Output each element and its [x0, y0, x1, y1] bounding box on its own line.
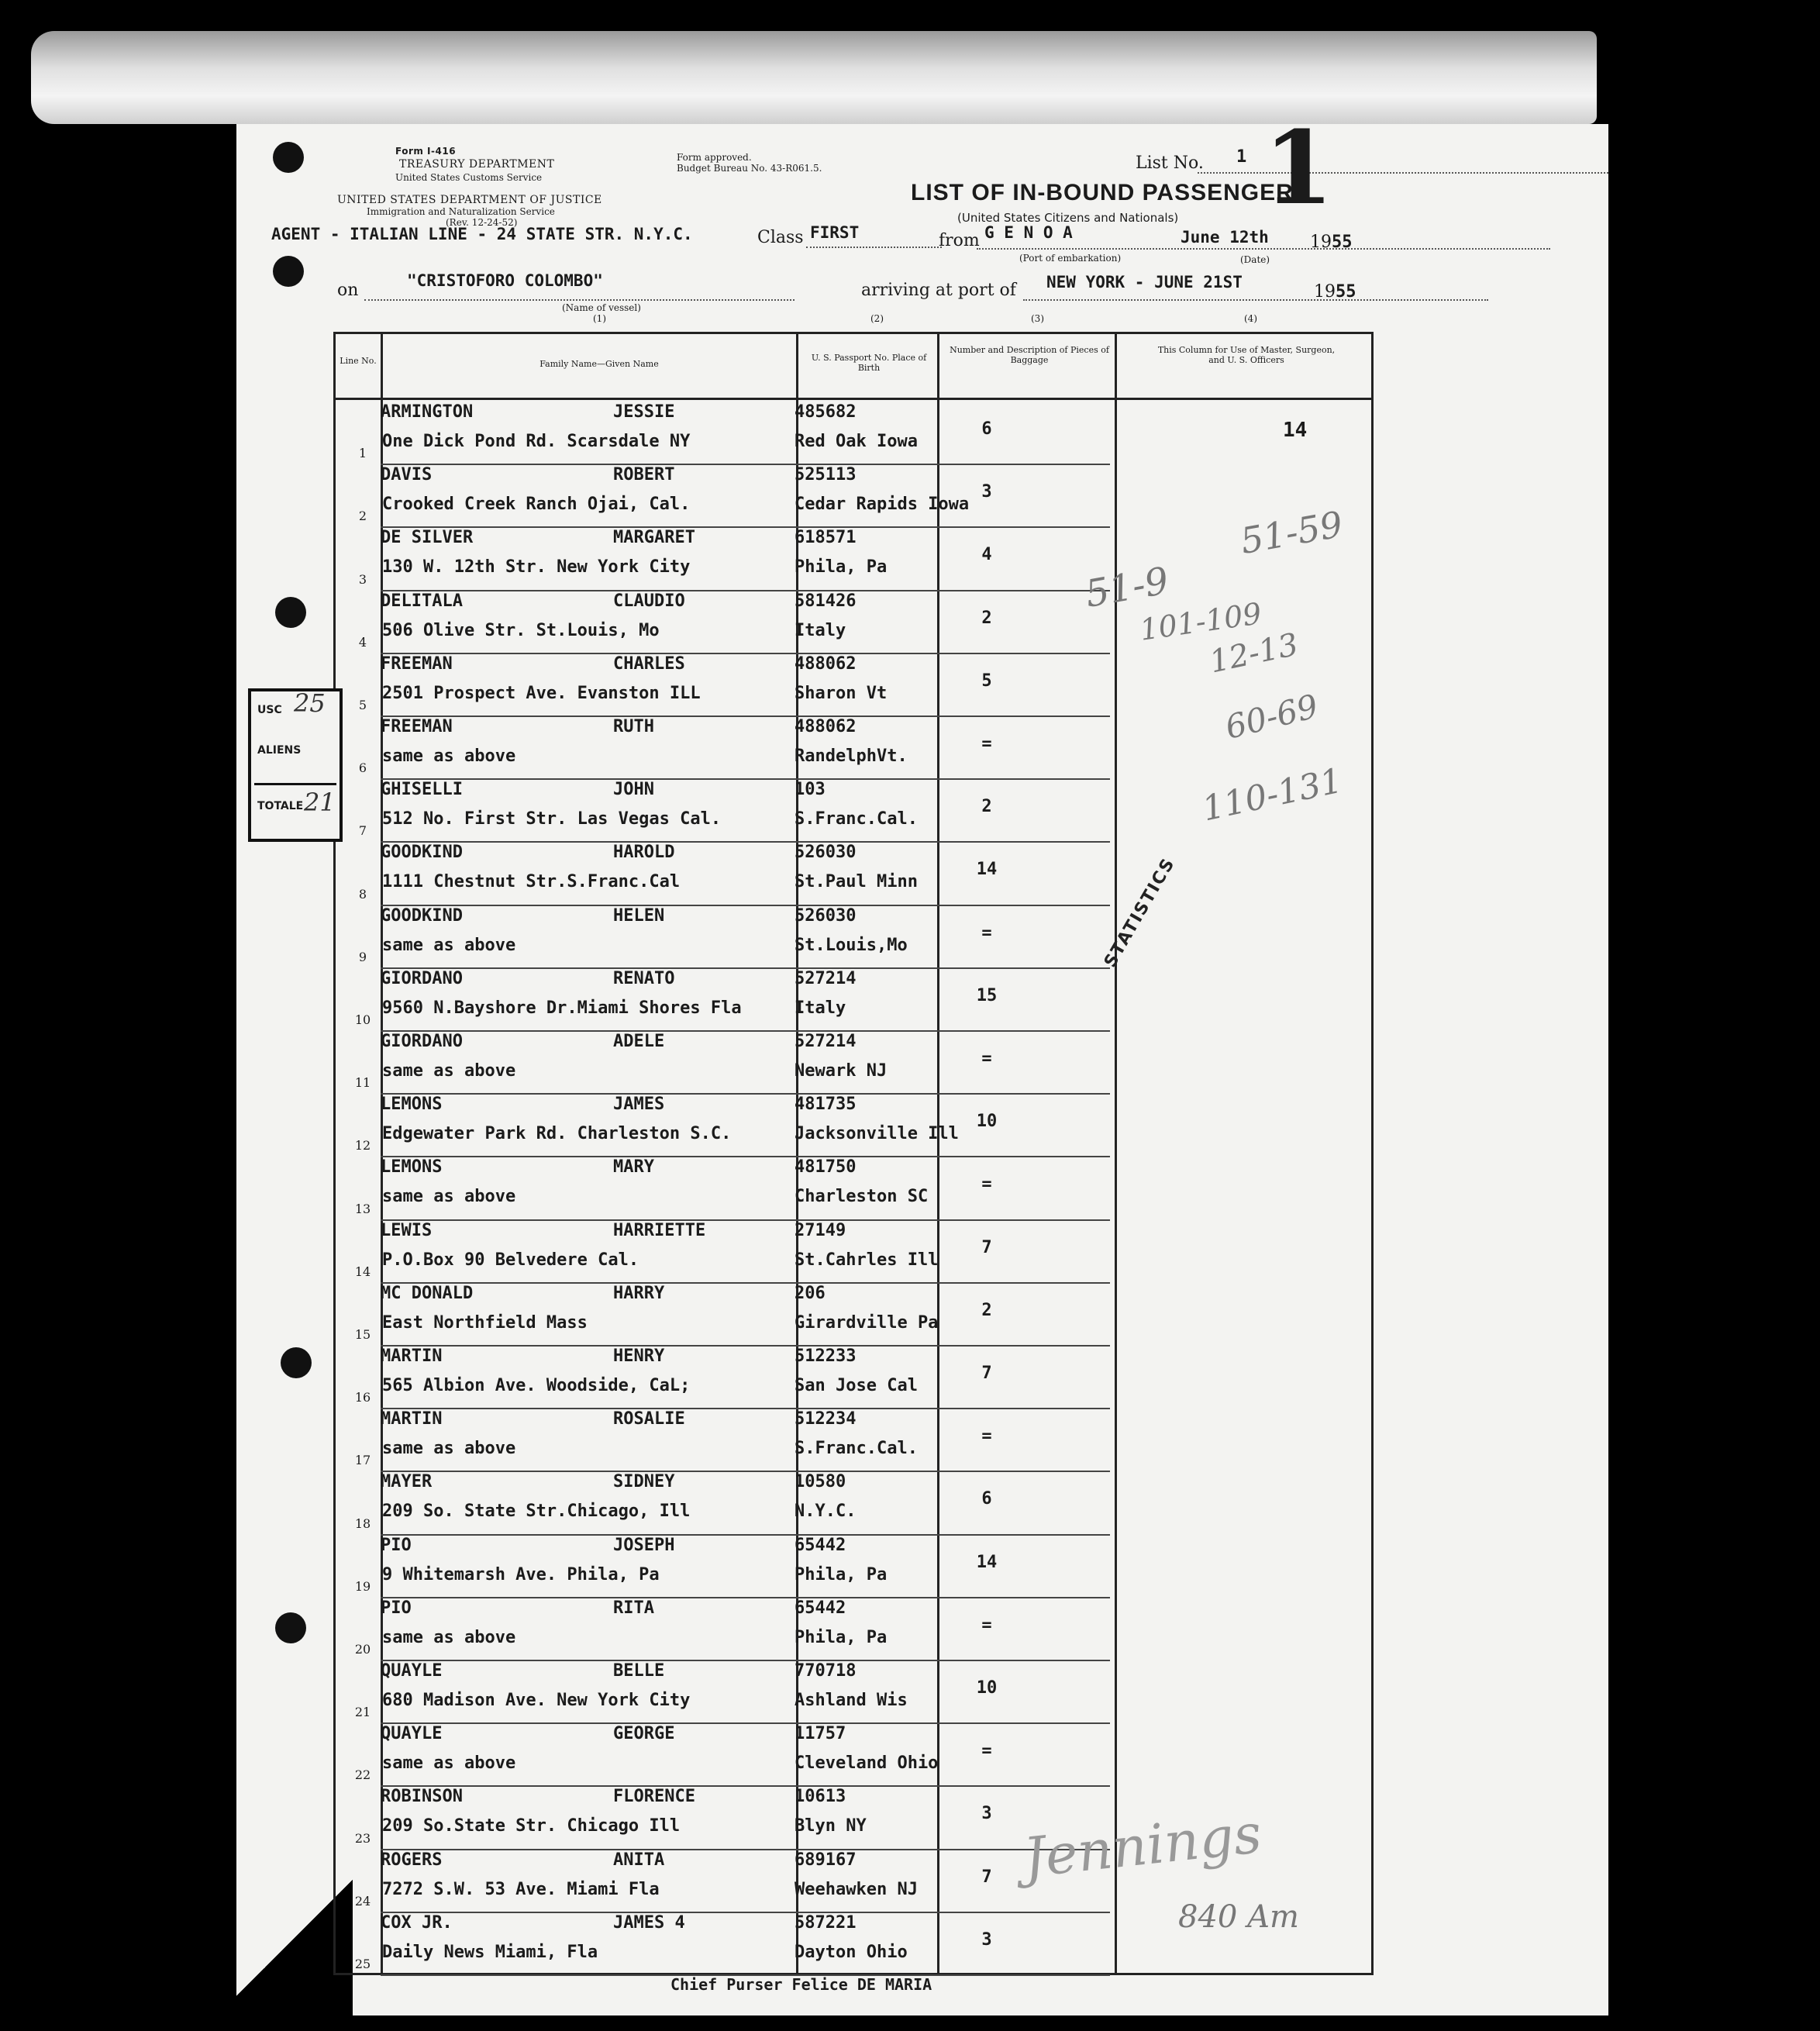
place-of-birth: Ashland Wis	[795, 1691, 908, 1710]
given-name: HAROLD	[613, 843, 675, 863]
passport-number: 525113	[795, 465, 857, 485]
family-name: PIO	[381, 1535, 412, 1555]
address: same as above	[382, 1753, 516, 1774]
baggage-count: 4	[981, 545, 992, 565]
table-row	[336, 1598, 1371, 1661]
table-row	[336, 717, 1371, 780]
place-of-birth: RandelphVt.	[795, 747, 908, 766]
baggage-count: 3	[981, 1804, 992, 1824]
baggage-count: 10	[976, 1678, 998, 1698]
count-stamp	[248, 688, 343, 842]
passport-number: 10613	[795, 1787, 846, 1807]
address: same as above	[382, 935, 516, 955]
justice-label: UNITED STATES DEPARTMENT OF JUSTICE	[337, 194, 602, 206]
line-number: 8	[358, 886, 367, 902]
table-row	[336, 1221, 1371, 1284]
baggage-count: 2	[981, 797, 992, 817]
approved-label: Form approved.	[677, 152, 752, 163]
punch-hole	[281, 1347, 312, 1378]
address: same as above	[382, 1627, 516, 1647]
address: same as above	[382, 747, 516, 766]
family-name: ROGERS	[381, 1850, 443, 1870]
officer-signature: Jennings	[1020, 1802, 1265, 1890]
line-number: 25	[354, 1956, 371, 1971]
treasury-label: TREASURY DEPARTMENT	[399, 158, 555, 171]
baggage-count: 14	[976, 1552, 998, 1572]
year-suffix-2: 55	[1336, 282, 1356, 302]
page-title: LIST OF IN-BOUND PASSENGERS	[911, 180, 1310, 205]
baggage-count: 3	[981, 1929, 992, 1950]
address: Daily News Miami, Fla	[382, 1942, 598, 1962]
given-name: RUTH	[613, 717, 654, 736]
list-no-value: 1	[1236, 147, 1247, 167]
line-number: 17	[354, 1453, 371, 1468]
list-no-large: 1	[1263, 109, 1334, 227]
statistics-stamp: STATISTICS	[1101, 854, 1180, 971]
line-number: 20	[354, 1641, 371, 1657]
family-name: GIORDANO	[381, 1032, 463, 1051]
line-number: 19	[354, 1578, 371, 1594]
place-of-birth: Weehawken NJ	[795, 1879, 918, 1899]
vessel-name: "CRISTOFORO COLOMBO"	[407, 271, 603, 290]
line-number: 10	[354, 1012, 371, 1027]
place-of-birth: Sharon Vt	[795, 683, 888, 703]
family-name: FREEMAN	[381, 653, 453, 674]
address: 9560 N.Bayshore Dr.Miami Shores Fla	[382, 998, 742, 1018]
place-of-birth: Italy	[795, 998, 846, 1018]
line-number: 7	[358, 823, 367, 839]
given-name: ROBERT	[613, 465, 675, 485]
passport-number: 65442	[795, 1598, 846, 1618]
baggage-count: 14	[976, 860, 998, 880]
passport-number: 10580	[795, 1472, 846, 1492]
given-name: CLAUDIO	[613, 591, 685, 611]
agent-line: AGENT - ITALIAN LINE - 24 STATE STR. N.Y.C.	[271, 225, 693, 243]
arrival-time: 840 Am	[1178, 1899, 1299, 1935]
address: 209 So.State Str. Chicago Ill	[382, 1816, 681, 1836]
stamp-aliens-label: ALIENS	[257, 744, 302, 757]
ins-label: Immigration and Naturalization Service	[367, 206, 555, 217]
given-name: JOSEPH	[613, 1535, 675, 1555]
handwritten-range-1: 51-59	[1237, 502, 1346, 563]
baggage-count: 7	[981, 1867, 992, 1887]
given-name: ADELE	[613, 1032, 665, 1051]
depart-date: June 12th	[1181, 228, 1269, 247]
family-name: DAVIS	[381, 465, 433, 485]
given-name: JESSIE	[613, 402, 675, 422]
line-number: 22	[354, 1767, 371, 1783]
place-of-birth: N.Y.C.	[795, 1502, 857, 1522]
stamp-usc-value: 25	[294, 688, 326, 718]
baggage-count: 10	[976, 1112, 998, 1132]
address: One Dick Pond Rd. Scarsdale NY	[382, 432, 691, 451]
on-label: on	[337, 281, 359, 300]
family-name: MC DONALD	[381, 1283, 474, 1303]
line-number: 9	[358, 949, 367, 964]
line-number: 4	[358, 634, 367, 650]
baggage-count: =	[981, 1174, 992, 1195]
baggage-count: 6	[981, 419, 992, 439]
baggage-count: 3	[981, 482, 992, 502]
chief-purser: Chief Purser Felice DE MARIA	[670, 1975, 932, 1994]
year-prefix-1: 19	[1310, 233, 1332, 252]
passport-number: 527214	[795, 968, 857, 988]
vessel-caption: (Name of vessel)	[562, 302, 641, 313]
given-name: SIDNEY	[613, 1472, 675, 1492]
revision-label: (Rev. 12-24-52)	[446, 217, 518, 228]
customs-label: United States Customs Service	[395, 172, 543, 183]
header-name: Family Name—Given Name	[539, 359, 659, 369]
family-name: FREEMAN	[381, 717, 453, 736]
line-number: 13	[354, 1201, 371, 1216]
given-name: FLORENCE	[613, 1787, 695, 1807]
place-of-birth: Phila, Pa	[795, 557, 888, 578]
year-2	[1314, 282, 1356, 302]
line-number: 16	[354, 1390, 371, 1405]
line-number: 11	[354, 1075, 371, 1091]
table-row	[336, 1409, 1371, 1472]
stamp-totale-value: 21	[304, 788, 336, 817]
given-name: MARY	[613, 1157, 654, 1178]
punch-hole	[273, 142, 304, 173]
passport-number: 481750	[795, 1157, 857, 1178]
port-embarkation: G E N O A	[984, 223, 1073, 242]
given-name: JAMES	[613, 1095, 665, 1115]
address: same as above	[382, 1187, 516, 1207]
line-number: 23	[354, 1830, 371, 1846]
passport-number: 65442	[795, 1535, 846, 1555]
given-name: ROSALIE	[613, 1409, 685, 1429]
port-caption: (Port of embarkation)	[1019, 253, 1122, 264]
address: 9 Whitemarsh Ave. Phila, Pa	[382, 1564, 660, 1584]
family-name: DE SILVER	[381, 528, 474, 548]
given-name: CHARLES	[613, 653, 685, 674]
address: 680 Madison Ave. New York City	[382, 1691, 691, 1710]
place-of-birth: Italy	[795, 620, 846, 640]
year-suffix-1: 55	[1332, 233, 1353, 252]
passport-number: 527214	[795, 1032, 857, 1051]
place-of-birth: Charleston SC	[795, 1187, 929, 1207]
family-name: LEMONS	[381, 1157, 443, 1178]
line-number: 12	[354, 1138, 371, 1153]
given-name: HELEN	[613, 905, 665, 926]
address: Edgewater Park Rd. Charleston S.C.	[382, 1124, 732, 1144]
line-number: 2	[358, 509, 367, 524]
passport-number: 11757	[795, 1724, 846, 1744]
line-number: 21	[354, 1705, 371, 1720]
given-name: RITA	[613, 1598, 654, 1618]
place-of-birth: Cleveland Ohio	[795, 1753, 939, 1774]
table-row	[336, 1724, 1371, 1787]
family-name: QUAYLE	[381, 1724, 443, 1744]
passport-number: 770718	[795, 1661, 857, 1681]
handwritten-range-2: 51-9	[1081, 559, 1172, 616]
handwritten-range-4: 12-13	[1206, 626, 1301, 681]
punch-hole	[275, 597, 306, 628]
table-row	[336, 402, 1371, 465]
given-name: GEORGE	[613, 1724, 675, 1744]
table-row	[336, 906, 1371, 969]
line-number: 6	[358, 760, 367, 776]
date-caption: (Date)	[1240, 254, 1270, 265]
passport-number: 103	[795, 780, 826, 800]
passport-number: 689167	[795, 1850, 857, 1870]
passport-number: 512234	[795, 1409, 857, 1429]
baggage-count: =	[981, 1426, 992, 1447]
family-name: GIORDANO	[381, 968, 463, 988]
passport-number: 481735	[795, 1095, 857, 1115]
given-name: JAMES 4	[613, 1912, 685, 1933]
from-label: from	[939, 231, 980, 250]
address: P.O.Box 90 Belvedere Cal.	[382, 1250, 639, 1270]
place-of-birth: Red Oak Iowa	[795, 432, 918, 451]
stamp-totale-label: TOTALE	[257, 800, 304, 812]
col4-caption: (4)	[1244, 313, 1257, 324]
header-baggage: Number and Description of Pieces of Baggage	[950, 345, 1109, 365]
address: 512 No. First Str. Las Vegas Cal.	[382, 809, 722, 829]
stamp-usc-label: USC	[257, 704, 282, 716]
passport-number: 526030	[795, 905, 857, 926]
table-row	[336, 969, 1371, 1032]
table-row	[336, 1536, 1371, 1598]
place-of-birth: Cedar Rapids Iowa	[795, 495, 970, 515]
passport-number: 587221	[795, 1912, 857, 1933]
given-name: HENRY	[613, 1347, 665, 1366]
place-of-birth: Jacksonville Ill	[795, 1124, 959, 1144]
family-name: ROBINSON	[381, 1787, 463, 1807]
given-name: ANITA	[613, 1850, 665, 1870]
place-of-birth: Phila, Pa	[795, 1627, 888, 1647]
passport-number: 27149	[795, 1220, 846, 1240]
line-number: 14	[354, 1264, 371, 1279]
baggage-count: 6	[981, 1489, 992, 1509]
family-name: GOODKIND	[381, 843, 463, 863]
address: Crooked Creek Ranch Ojai, Cal.	[382, 495, 691, 515]
stamp-divider	[254, 783, 336, 785]
place-of-birth: Blyn NY	[795, 1816, 867, 1836]
handwritten-range-6: 110-131	[1198, 760, 1346, 829]
passenger-table	[333, 332, 1374, 1975]
family-name: GOODKIND	[381, 905, 463, 926]
year-1	[1310, 233, 1353, 252]
address: 506 Olive Str. St.Louis, Mo	[382, 620, 660, 640]
baggage-count: =	[981, 922, 992, 943]
place-of-birth: Girardville Pa	[795, 1312, 939, 1333]
passport-number: 512233	[795, 1347, 857, 1366]
given-name: MARGARET	[613, 528, 695, 548]
family-name: QUAYLE	[381, 1661, 443, 1681]
table-row	[336, 843, 1371, 905]
place-of-birth: San Jose Cal	[795, 1376, 918, 1395]
table-row	[336, 1095, 1371, 1157]
header-passport: U. S. Passport No. Place of Birth	[811, 353, 927, 373]
class-label: Class	[757, 228, 804, 247]
passport-number: 488062	[795, 717, 857, 736]
given-name: JOHN	[613, 780, 654, 800]
punch-hole	[273, 256, 304, 287]
baggage-count: 2	[981, 608, 992, 628]
family-name: MARTIN	[381, 1347, 443, 1366]
address: 7272 S.W. 53 Ave. Miami Fla	[382, 1879, 660, 1899]
year-prefix-2: 19	[1314, 282, 1336, 302]
table-row	[336, 1661, 1371, 1724]
place-of-birth: St.Louis,Mo	[795, 935, 908, 955]
passport-number: 526030	[795, 843, 857, 863]
given-name: HARRIETTE	[613, 1220, 706, 1240]
family-name: GHISELLI	[381, 780, 463, 800]
budget-label: Budget Bureau No. 43-R061.5.	[677, 163, 822, 174]
address: same as above	[382, 1439, 516, 1459]
place-of-birth: Phila, Pa	[795, 1564, 888, 1584]
passport-number: 206	[795, 1283, 826, 1303]
baggage-count: =	[981, 1615, 992, 1635]
place-of-birth: St.Paul Minn	[795, 872, 918, 892]
line-number: 3	[358, 571, 367, 587]
table-header	[336, 334, 1371, 400]
page-subtitle: (United States Citizens and Nationals)	[957, 211, 1179, 225]
officer-count: 14	[1283, 419, 1308, 442]
address: 565 Albion Ave. Woodside, CaL;	[382, 1376, 691, 1395]
list-no-label: List No.	[1136, 153, 1204, 173]
baggage-count: 5	[981, 671, 992, 691]
family-name: ARMINGTON	[381, 402, 474, 422]
given-name: RENATO	[613, 968, 675, 988]
passport-number: 581426	[795, 591, 857, 611]
line-number: 5	[358, 697, 367, 712]
header-officers: This Column for Use of Master, Surgeon, and U. S. Officers	[1157, 345, 1336, 365]
punch-hole	[275, 1612, 306, 1643]
family-name: DELITALA	[381, 591, 463, 611]
address: 1111 Chestnut Str.S.Franc.Cal	[382, 872, 681, 892]
baggage-count: 15	[976, 985, 998, 1005]
family-name: LEWIS	[381, 1220, 433, 1240]
col3-caption: (3)	[1031, 313, 1044, 324]
table-row	[336, 1284, 1371, 1347]
given-name: BELLE	[613, 1661, 665, 1681]
place-of-birth: Dayton Ohio	[795, 1942, 908, 1962]
arriving-label: arriving at port of	[861, 281, 1016, 300]
handwritten-range-5: 60-69	[1221, 687, 1322, 747]
line-number: 18	[354, 1515, 371, 1531]
baggage-count: 7	[981, 1237, 992, 1257]
handwritten-range-3: 101-109	[1137, 596, 1264, 647]
family-name: LEMONS	[381, 1095, 443, 1115]
passport-number: 485682	[795, 402, 857, 422]
address: same as above	[382, 1061, 516, 1081]
table-row	[336, 528, 1371, 591]
address: East Northfield Mass	[382, 1312, 588, 1333]
form-number: Form I-416	[395, 146, 457, 157]
place-of-birth: S.Franc.Cal.	[795, 1439, 918, 1459]
baggage-count: =	[981, 1049, 992, 1068]
passport-number: 618571	[795, 528, 857, 548]
line-number: 24	[354, 1893, 371, 1909]
baggage-count: =	[981, 734, 992, 753]
address: 130 W. 12th Str. New York City	[382, 557, 691, 578]
line-number: 15	[354, 1326, 371, 1342]
line-number: 1	[358, 446, 367, 461]
given-name: HARRY	[613, 1283, 665, 1303]
class-value: FIRST	[810, 223, 860, 242]
arrival-port: NEW YORK - JUNE 21ST	[1046, 273, 1243, 291]
place-of-birth: S.Franc.Cal.	[795, 809, 918, 829]
table-row	[336, 465, 1371, 528]
photocopy-top-strip	[31, 31, 1597, 124]
col2-caption: (2)	[870, 313, 884, 324]
passport-number: 488062	[795, 653, 857, 674]
family-name: PIO	[381, 1598, 412, 1618]
table-row	[336, 1157, 1371, 1220]
col1-caption: (1)	[593, 313, 606, 324]
header-line-no: Line No.	[340, 356, 377, 366]
baggage-count: 7	[981, 1364, 992, 1383]
baggage-count: 2	[981, 1300, 992, 1320]
table-row	[336, 1347, 1371, 1409]
table-row	[336, 1472, 1371, 1535]
address: 209 So. State Str.Chicago, Ill	[382, 1502, 691, 1522]
place-of-birth: Newark NJ	[795, 1061, 888, 1081]
place-of-birth: St.Cahrles Ill	[795, 1250, 939, 1270]
baggage-count: =	[981, 1741, 992, 1761]
family-name: MARTIN	[381, 1409, 443, 1429]
address: 2501 Prospect Ave. Evanston ILL	[382, 683, 701, 703]
family-name: MAYER	[381, 1472, 433, 1492]
table-row	[336, 1032, 1371, 1095]
family-name: COX JR.	[381, 1912, 453, 1933]
